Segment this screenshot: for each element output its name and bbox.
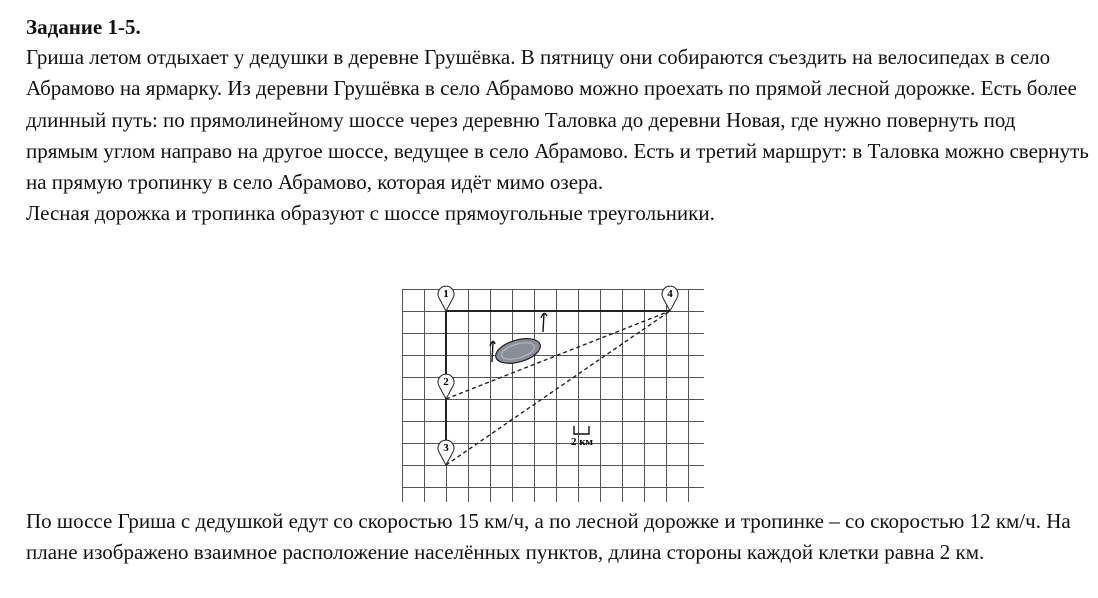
map-figure: [402, 280, 706, 506]
marker-1: [438, 286, 454, 311]
marker-2: [438, 374, 454, 399]
dashed-routes: [446, 311, 670, 465]
marker-2-label: 2: [443, 376, 449, 388]
scale-label: 2 км: [570, 436, 594, 448]
task-document: [26, 10, 1092, 230]
lake-shape: [493, 334, 543, 368]
task-conditions: [26, 506, 1092, 569]
marker-1-label: 1: [443, 288, 449, 300]
task-paragraph-2: Лесная дорожка и тропинка образуют с шоссе прямоугольные треугольники.: [26, 201, 715, 226]
task-title: Задание 1-5.: [26, 15, 141, 39]
map-svg: [402, 280, 706, 506]
marker-3: [438, 440, 454, 465]
marker-4: [662, 286, 678, 311]
forest-path: [446, 311, 670, 465]
marker-3-label: 3: [443, 442, 449, 454]
task-paragraph-3: По шоссе Гриша с дедушкой едут со скоростью 15 км/ч, а по лесной дорожке и тропинке – со скоростью 12 км/ч. На плане изображено взаимное расположение населённых пунктов, длина стороны каждой клетки равна 2 км.: [26, 509, 1071, 565]
marker-4-label: 4: [667, 288, 673, 300]
task-paragraph-1: Гриша летом отдыхает у дедушки в деревне Грушёвка. В пятницу они собираются съездить на велосипедах в село Абрамово на ярмарку. Из деревни Грушёвка в село Абрамово можно проехать по прямой лесной дорожке. Есть более длинный путь: по прямолинейному шоссе через деревню Таловка до деревни Новая, где нужно повернуть под прямым углом направо на другое шоссе, ведущее в село Абрамово. Есть и третий маршрут: в Таловка можно свернуть на прямую тропинку в село Абрамово, которая идёт мимо озера.: [26, 45, 1089, 195]
lake: [493, 334, 543, 368]
scale-bar: [574, 426, 589, 434]
